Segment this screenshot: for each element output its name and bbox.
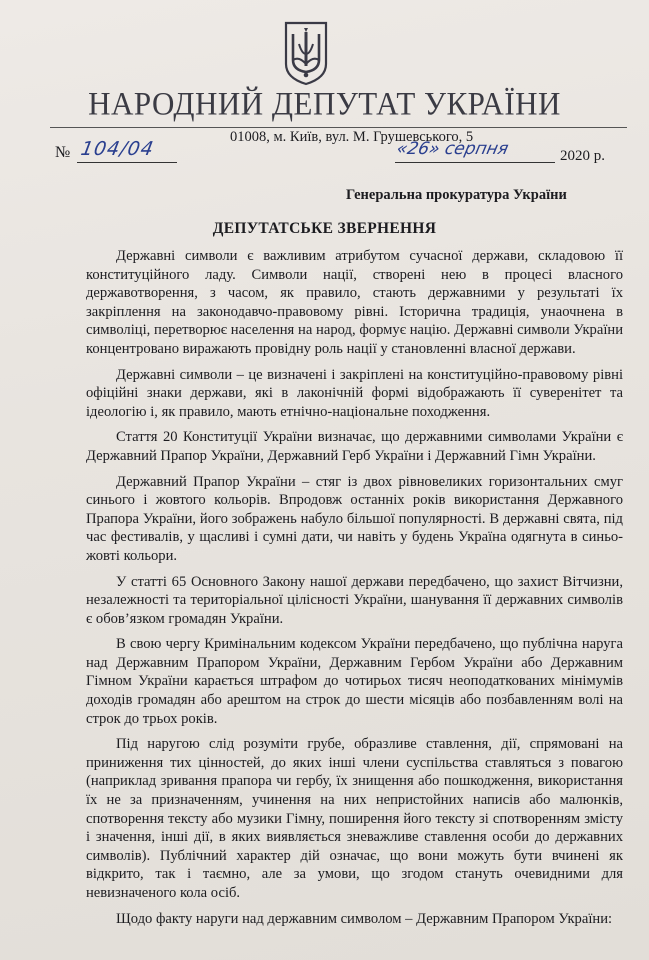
date-underline [395,162,555,163]
addressee: Генеральна прокуратура України [346,187,567,203]
number-underline [77,162,177,163]
paragraph: В свою чергу Кримінальним кодексом України передбачено, що публічна наруга над Державним Прапором України, Державним Гербом України або Державним Гімном України карається штрафом до чотирьох тисяч неоподаткованих мінімумів доходів громадян або арештом на строк до шести місяців або позбавленням волі на строк до трьох років. [86,636,623,727]
document-title: ДЕПУТАТСЬКЕ ЗВЕРНЕННЯ [212,220,437,237]
paragraph: Державний Прапор України – стяг із двох рівновеликих горизонтальних смуг синього і жовтого кольорів. Впродовж останніх років використання Державного Прапора України, його зображень набуло більшої популярності. В державні свята, під час фестивалів, у щасливі і сумні дати, чи навіть у будень Україна одягнута в синьо-жовті кольори. [86,473,623,564]
number-label: № [55,144,71,161]
reference-date [395,140,625,166]
paragraph: Під наругою слід розуміти грубе, образливе ставлення, дії, спрямовані на приниження тих цінностей, до яких інші члени суспільства ставляться з повагою (наприклад зривання прапора чи гербу, їх знищення або пошкодження, використання їх не за призначенням, учинення на них непристойних написів або малюнків, спотворення тексту або музики Гімну, поширення його тексту зі спотворенням змісту і значення, інші дії, в яких виявляється зневажливе ставлення особи до державних символів). Публічний характер дій означає, що вони можуть бути вчинені як відкрито, так і таємно, але за умови, що згодом стануть очевидними для невизначеного кола осіб. [86,736,623,901]
date-year: 2020 р. [560,148,605,164]
reference-number [55,140,185,166]
paragraph: Державні символи – це визначені і закріплені на конституційно-правовому рівні офіційні знаки держави, які в лаконічній формі відображають її суверенітет та ідеологію і, як правило, мають етнічно-національне походження. [86,366,623,420]
paragraph: Щодо факту наруги над державним символом – Державним Прапором України: [116,910,613,927]
letterhead-divider [50,127,627,128]
letterhead-address: 01008, м. Київ, вул. М. Грушевського, 5 [230,129,474,145]
paragraph: Стаття 20 Конституції України визначає, що державними символами України є Державний Прапор України, Державний Герб України і Державний Гімн України. [86,429,623,464]
number-handwritten: 104/04 [79,138,156,160]
date-handwritten: «26» серпня [394,139,511,159]
letterhead-title: НАРОДНИЙ ДЕПУТАТ УКРАЇНИ [88,85,561,122]
paragraph: Державні символи є важливим атрибутом сучасної держави, складовою її конституційного ладу. Символи нації, створені нею в процесі власного державотворення, з часом, як правило, стають державними у результаті їх закріплення на законодавчо-правовому рівні. Історична традиція, унаочнена в символіці, перетворює населення на народ, формує націю. Державні символи України концентровано виражають провідну роль нації у становленні власної держави. [86,248,623,357]
paragraph: У статті 65 Основного Закону нашої держави передбачено, що захист Вітчизни, незалежності та територіальної цілісності України, шанування її державних символів є обов’язком громадян України. [86,573,623,627]
document-body [86,247,623,928]
trident-emblem-icon [282,20,330,86]
